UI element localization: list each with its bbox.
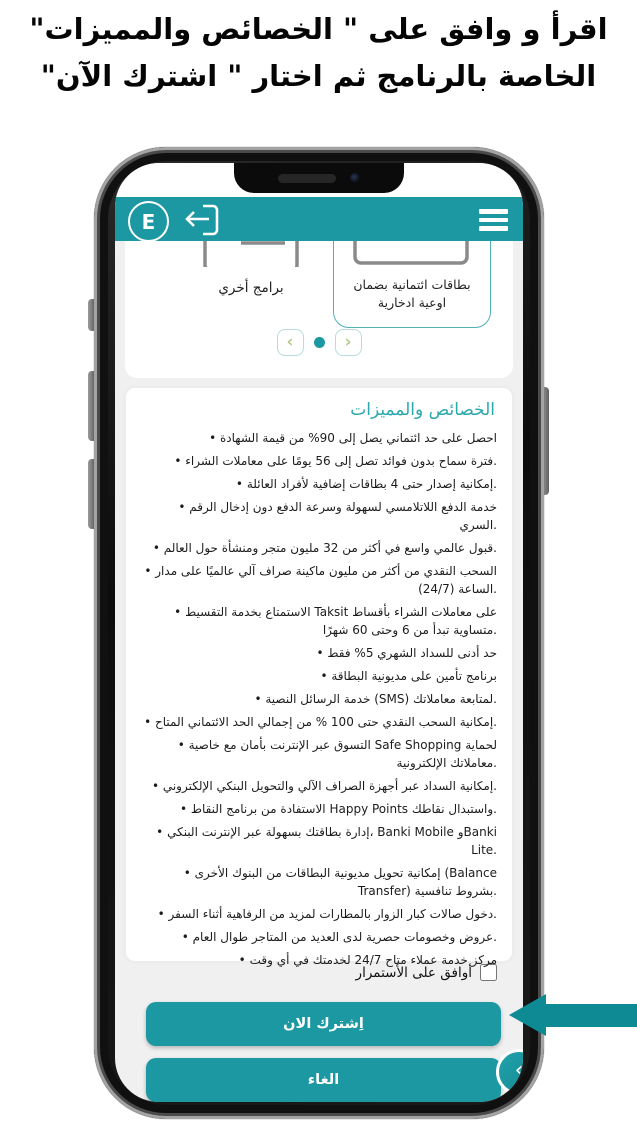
features-title: الخصائص والمميزات xyxy=(350,400,495,420)
app-header xyxy=(115,197,523,241)
feature-item: • احصل على حد ائتماني يصل إلى 90% من قيمة الشهادة xyxy=(139,429,497,447)
feature-item: • إمكانية السحب النقدي حتى 100 % من إجمالي الحد الائتماني المتاح. xyxy=(139,713,497,731)
feature-item: • خدمة الرسائل النصية (SMS) لمتابعة معاملاتك. xyxy=(139,690,497,708)
carousel-prev-button[interactable] xyxy=(277,329,304,356)
phone-screen xyxy=(115,163,523,1102)
menu-icon[interactable] xyxy=(479,209,508,231)
features-panel xyxy=(125,387,513,967)
instruction-headline xyxy=(0,6,637,100)
feature-item: • فترة سماح بدون فوائد تصل إلى 56 يومًا على معاملات الشراء. xyxy=(139,452,497,470)
feature-item: • قبول عالمي واسع في أكثر من 32 مليون متجر ومنشأة حول العالم. xyxy=(139,539,497,557)
feature-item: • برنامج تأمين على مديونية البطاقة xyxy=(139,667,497,685)
chevron-left-icon: ‹ xyxy=(286,332,294,352)
feature-item: • عروض وخصومات حصرية لدى العديد من المتاجر طوال العام. xyxy=(139,928,497,946)
feature-item: • إمكانية تحويل مديونية البطاقات من البنوك الأخرى (Balance Transfer) بشروط تنافسية. xyxy=(139,864,497,900)
speaker-slot xyxy=(278,174,336,183)
carousel-next-button[interactable] xyxy=(335,329,362,356)
phone-notch xyxy=(234,163,404,193)
card-label: برامج أخري xyxy=(218,280,284,296)
instruction-line-1: اقرأ و وافق على " الخصائص والمميزات" xyxy=(29,12,608,46)
feature-item: • حد أدنى للسداد الشهري 5% فقط xyxy=(139,644,497,662)
cancel-button[interactable]: الغاء xyxy=(146,1058,501,1102)
feature-item: • دخول صالات كبار الزوار بالمطارات لمزيد من الرفاهية أثناء السفر. xyxy=(139,905,497,923)
feature-item: • السحب النقدي من أكثر من مليون ماكينة صراف آلي عالميًا على مدار الساعة (24/7). xyxy=(139,562,497,598)
feature-item: • إمكانية إصدار حتى 4 بطاقات إضافية لأفراد العائلة. xyxy=(139,475,497,493)
feature-item: • الاستمتاع بخدمة التقسيط Taksit على معاملات الشراء بأقساط متساوية تبدأ من 6 وحتى 60 شهرًا. xyxy=(139,603,497,639)
feature-item: • الاستفادة من برنامج النقاط Happy Points واستبدال نقاطك. xyxy=(139,800,497,818)
carousel-pagination xyxy=(125,329,513,356)
chevron-left-icon: ‹ xyxy=(514,1058,523,1083)
feature-item: • إمكانية السداد عبر أجهزة الصراف الآلي والتحويل البنكي الإلكتروني. xyxy=(139,777,497,795)
instruction-line-2: الخاصة بالرنامج ثم اختار " اشترك الآن" xyxy=(40,58,597,93)
card-label: بطاقات ائتمانية بضمان اوعية ادخارية xyxy=(353,277,471,311)
consent-label[interactable]: أوافق على الأستمرار xyxy=(355,964,472,981)
feature-item: • خدمة الدفع اللاتلامسي لسهولة وسرعة الدفع دون إدخال الرقم السري. xyxy=(139,498,497,534)
feature-item: • مركز خدمة عملاء متاح 24/7 لخدمتك في أي وقت xyxy=(139,951,497,969)
carousel-page-dot xyxy=(314,337,325,348)
logout-icon[interactable] xyxy=(179,202,225,242)
front-camera xyxy=(350,173,360,183)
feature-item: • التسوق عبر الإنترنت بأمان مع خاصية Safe Shopping لحماية معاملاتك الإلكترونية. xyxy=(139,736,497,772)
feature-item: • إدارة بطاقتك بسهولة عبر الإنترنت البنكي، Banki Mobile وBanki Lite. xyxy=(139,823,497,859)
bank-logo: E xyxy=(128,201,169,242)
subscribe-now-button[interactable]: اِشترك الان xyxy=(146,1002,501,1046)
features-list xyxy=(139,429,499,969)
annotation-arrow-shaft xyxy=(545,1004,637,1027)
annotation-arrow-icon xyxy=(509,994,546,1036)
chevron-right-icon: › xyxy=(344,332,352,352)
